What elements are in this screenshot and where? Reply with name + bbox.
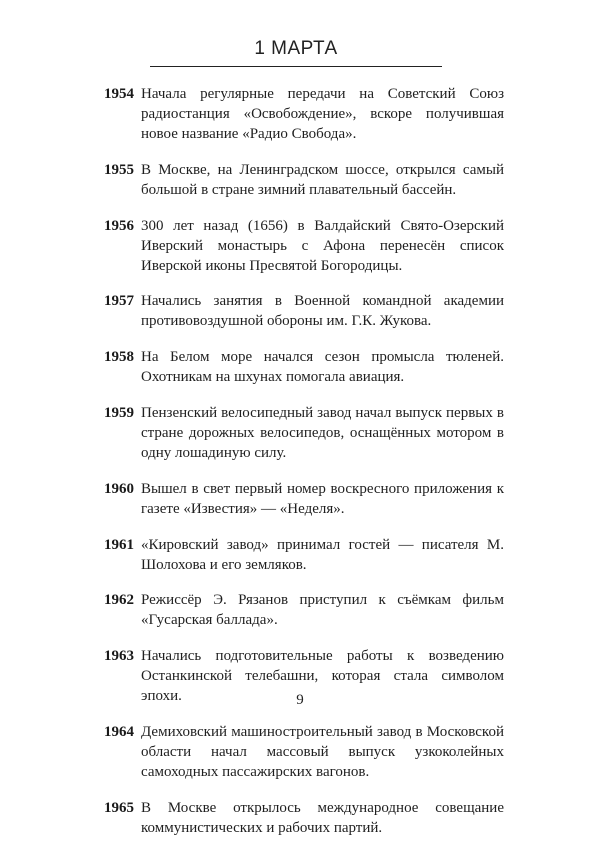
event-entry (104, 535, 504, 575)
event-entry (104, 216, 504, 276)
event-year: 1956 (104, 217, 134, 234)
event-description: Демиховский машиностроительный завод в Московской области начал массовый выпуск узкоколейных самоходных пассажирских вагонов. (141, 723, 504, 780)
event-year: 1957 (104, 293, 134, 310)
event-description: Начались подготовительные работы к возведению Останкинской телебашни, которая стала символом эпохи. (141, 648, 504, 705)
page-header (150, 37, 442, 67)
event-description: Пензенский велосипедный завод начал выпуск первых в стране дорожных велосипедов, оснащённых мотором в одну лошадиную силу. (141, 404, 504, 461)
event-description: В Москве, на Ленинградском шоссе, открылся самый большой в стране зимний плавательный бассейн. (141, 161, 504, 198)
event-year: 1962 (104, 592, 134, 609)
header-divider (150, 66, 442, 67)
event-entry (104, 798, 504, 838)
event-entry (104, 84, 504, 144)
event-entry (104, 291, 504, 331)
event-description: Режиссёр Э. Рязанов приступил к съёмкам фильм «Гусарская баллада». (141, 592, 504, 629)
event-year: 1960 (104, 480, 134, 497)
event-entry (104, 590, 504, 630)
event-description: Начала регулярные передачи на Советский Союз радиостанция «Освобождение», вскоре получившая новое название «Радио Свобода». (141, 86, 504, 142)
event-entry (104, 403, 504, 463)
event-year: 1964 (104, 723, 134, 740)
page-number: 9 (296, 692, 304, 708)
event-description: «Кировский завод» принимал гостей — писателя М. Шолохова и его земляков. (141, 536, 504, 573)
event-description: Вышел в свет первый номер воскресного приложения к газете «Известия» — «Неделя». (141, 480, 504, 517)
event-year: 1954 (104, 86, 134, 102)
event-year: 1961 (104, 536, 134, 553)
event-entry (104, 722, 504, 782)
page-title: 1 МАРТА (254, 38, 338, 59)
event-description: Начались занятия в Военной командной академии противовоздушной обороны им. Г.К. Жукова. (141, 293, 504, 330)
events-list (104, 84, 504, 854)
event-entry (104, 479, 504, 519)
event-entry (104, 347, 504, 387)
event-entry (104, 160, 504, 200)
event-year: 1955 (104, 161, 134, 178)
event-description: 300 лет назад (1656) в Валдайский Свято-Озерский Иверский монастырь с Афона перенесён список Иверской иконы Пресвятой Богородицы. (141, 217, 504, 274)
event-description: В Москве открылось международное совещание коммунистических и рабочих партий. (141, 799, 504, 836)
event-description: На Белом море начался сезон промысла тюленей. Охотникам на шхунах помогала авиация. (141, 349, 504, 386)
event-year: 1963 (104, 648, 134, 665)
event-year: 1965 (104, 799, 134, 816)
event-year: 1958 (104, 349, 134, 366)
event-year: 1959 (104, 404, 134, 421)
